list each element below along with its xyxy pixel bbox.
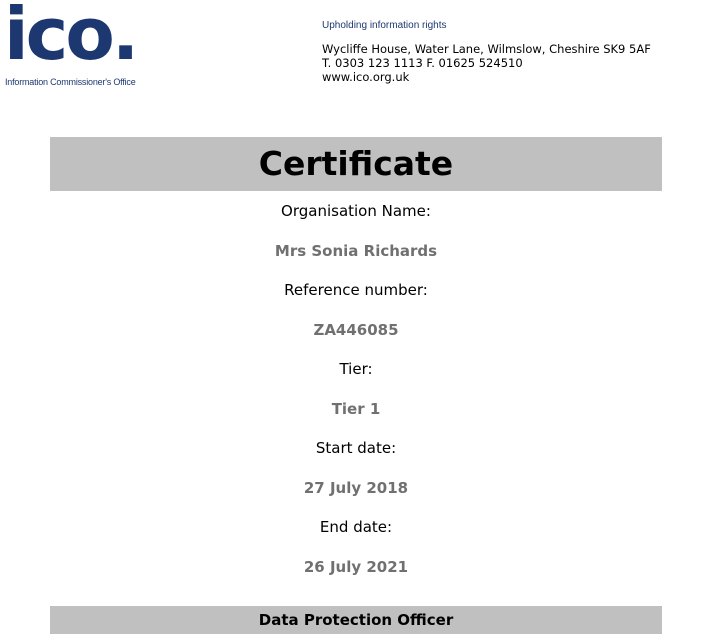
tier-value: Tier 1 xyxy=(331,399,381,418)
contact-line: T. 0303 123 1113 F. 01625 524510 xyxy=(322,56,523,70)
dpo-heading: Data Protection Officer xyxy=(258,611,454,629)
website-line: www.ico.org.uk xyxy=(322,70,410,84)
organisation-name-value: Mrs Sonia Richards xyxy=(274,241,438,260)
tagline: Upholding information rights xyxy=(322,20,447,31)
start-date-label: Start date: xyxy=(315,439,397,457)
certificate-title: Certificate xyxy=(258,144,454,183)
dpo-section-bar xyxy=(50,606,662,634)
end-date-label: End date: xyxy=(319,518,393,536)
certificate-title-bar xyxy=(50,137,662,191)
ico-logo xyxy=(4,0,154,90)
certificate-fields xyxy=(50,200,662,595)
header-info xyxy=(322,20,712,84)
start-date-value: 27 July 2018 xyxy=(303,478,409,497)
organisation-name-label: Organisation Name: xyxy=(281,202,431,220)
logo-subtitle: Information Commissioner's Office xyxy=(5,77,136,87)
reference-number-label: Reference number: xyxy=(284,281,428,299)
address-line: Wycliffe House, Water Lane, Wilmslow, Cheshire SK9 5AF xyxy=(322,42,651,56)
logo-wordmark: ico. xyxy=(4,0,137,76)
tier-label: Tier: xyxy=(339,360,373,378)
end-date-value: 26 July 2021 xyxy=(303,557,409,576)
reference-number-value: ZA446085 xyxy=(313,320,399,339)
